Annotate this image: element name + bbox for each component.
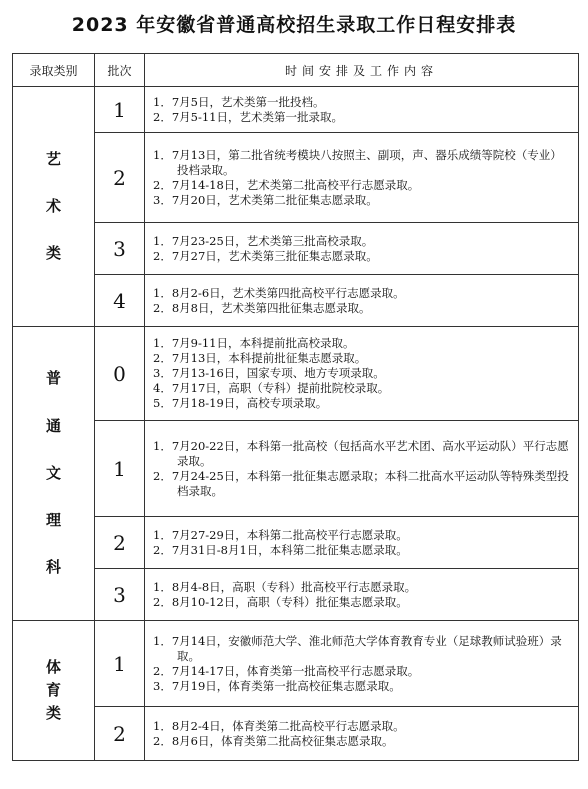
category-char: 文 xyxy=(45,463,61,482)
table-row xyxy=(13,327,579,421)
schedule-item: 3．7月20日，艺术类第二批征集志愿录取。 xyxy=(153,192,378,207)
schedule-item: 1．7月9-11日，本科提前批高校录取。 xyxy=(153,336,355,350)
schedule-item: 1．7月14日，安徽师范大学、淮北师范大学体育教育专业（足球教师试验班）录取。 xyxy=(153,633,562,663)
table-row xyxy=(13,133,579,223)
category-cell xyxy=(13,87,95,327)
category-char: 类 xyxy=(45,244,61,263)
batch-cell: 1 xyxy=(95,621,145,707)
schedule-table xyxy=(12,53,579,761)
schedule-item: 2．7月14-18日，艺术类第二批高校平行志愿录取。 xyxy=(153,177,420,192)
page-title: 2023 年安徽省普通高校招生录取工作日程安排表 xyxy=(71,14,517,36)
batch-cell: 0 xyxy=(95,327,145,421)
header-category: 录取类别 xyxy=(13,54,95,87)
schedule-item: 1．7月27-29日，本科第二批高校平行志愿录取。 xyxy=(153,527,408,542)
table-row xyxy=(13,87,579,133)
schedule-item: 1．7月23-25日，艺术类第三批高校录取。 xyxy=(153,233,374,248)
content-cell xyxy=(145,421,579,517)
content-cell xyxy=(145,87,579,133)
batch-cell: 2 xyxy=(95,133,145,223)
schedule-item: 2．7月5-11日，艺术类第一批录取。 xyxy=(153,109,343,124)
table-row xyxy=(13,421,579,517)
category-char: 类 xyxy=(45,704,61,723)
batch-cell: 4 xyxy=(95,275,145,327)
schedule-item: 1．7月13日，第二批省统考模块八按照主、副项，声、器乐成绩等院校（专业）投档录取。 xyxy=(153,147,562,177)
schedule-item: 1．7月20-22日，本科第一批高校（包括高水平艺术团、高水平运动队）平行志愿录取。 xyxy=(153,438,569,468)
schedule-item: 1．7月5日，艺术类第一批投档。 xyxy=(153,94,325,109)
content-cell xyxy=(145,569,579,621)
header-content: 时间安排及工作内容 xyxy=(145,54,579,87)
content-cell xyxy=(145,133,579,223)
schedule-item: 1．8月2-4日，体育类第二批高校平行志愿录取。 xyxy=(153,718,405,733)
table-row xyxy=(13,569,579,621)
batch-cell: 1 xyxy=(95,421,145,517)
table-row xyxy=(13,223,579,275)
schedule-item: 2．8月8日，艺术类第四批征集志愿录取。 xyxy=(153,300,371,315)
category-cell xyxy=(13,621,95,761)
batch-cell: 3 xyxy=(95,223,145,275)
category-char: 育 xyxy=(45,680,61,699)
schedule-item: 5．7月18-19日，高校专项录取。 xyxy=(153,396,328,410)
category-char: 通 xyxy=(45,416,61,435)
schedule-item: 1．8月2-6日，艺术类第四批高校平行志愿录取。 xyxy=(153,285,405,300)
content-cell xyxy=(145,621,579,707)
table-row xyxy=(13,517,579,569)
batch-cell: 2 xyxy=(95,707,145,761)
category-char: 体 xyxy=(45,657,61,676)
content-cell xyxy=(145,223,579,275)
schedule-item: 3．7月13-16日，国家专项、地方专项录取。 xyxy=(153,366,385,380)
schedule-item: 1．8月4-8日，高职（专科）批高校平行志愿录取。 xyxy=(153,579,417,594)
schedule-item: 2．8月6日，体育类第二批高校征集志愿录取。 xyxy=(153,733,394,748)
header-row xyxy=(13,54,579,87)
table-row xyxy=(13,275,579,327)
table-row xyxy=(13,707,579,761)
table-row xyxy=(13,621,579,707)
batch-cell: 2 xyxy=(95,517,145,569)
schedule-item: 2．8月10-12日，高职（专科）批征集志愿录取。 xyxy=(153,594,408,609)
content-cell xyxy=(145,517,579,569)
category-char: 理 xyxy=(45,511,61,530)
category-cell xyxy=(13,327,95,621)
schedule-item: 3．7月19日，体育类第一批高校征集志愿录取。 xyxy=(153,678,401,693)
category-char: 术 xyxy=(45,196,61,215)
schedule-item: 2．7月14-17日，体育类第一批高校平行志愿录取。 xyxy=(153,663,420,678)
schedule-item: 2．7月24-25日，本科第一批征集志愿录取；本科二批高水平运动队等特殊类型投档录取。 xyxy=(153,468,569,498)
schedule-item: 2．7月31日-8月1日，本科第二批征集志愿录取。 xyxy=(153,542,408,557)
content-cell xyxy=(145,707,579,761)
category-char: 艺 xyxy=(45,149,61,168)
content-cell xyxy=(145,327,579,421)
batch-cell: 3 xyxy=(95,569,145,621)
category-char: 普 xyxy=(45,369,61,388)
category-char: 科 xyxy=(45,558,61,577)
batch-cell: 1 xyxy=(95,87,145,133)
schedule-item: 4．7月17日，高职（专科）提前批院校录取。 xyxy=(153,381,390,395)
schedule-item: 2．7月27日，艺术类第三批征集志愿录取。 xyxy=(153,248,378,263)
header-batch: 批次 xyxy=(95,54,145,87)
content-cell xyxy=(145,275,579,327)
schedule-item: 2．7月13日，本科提前批征集志愿录取。 xyxy=(153,351,367,365)
